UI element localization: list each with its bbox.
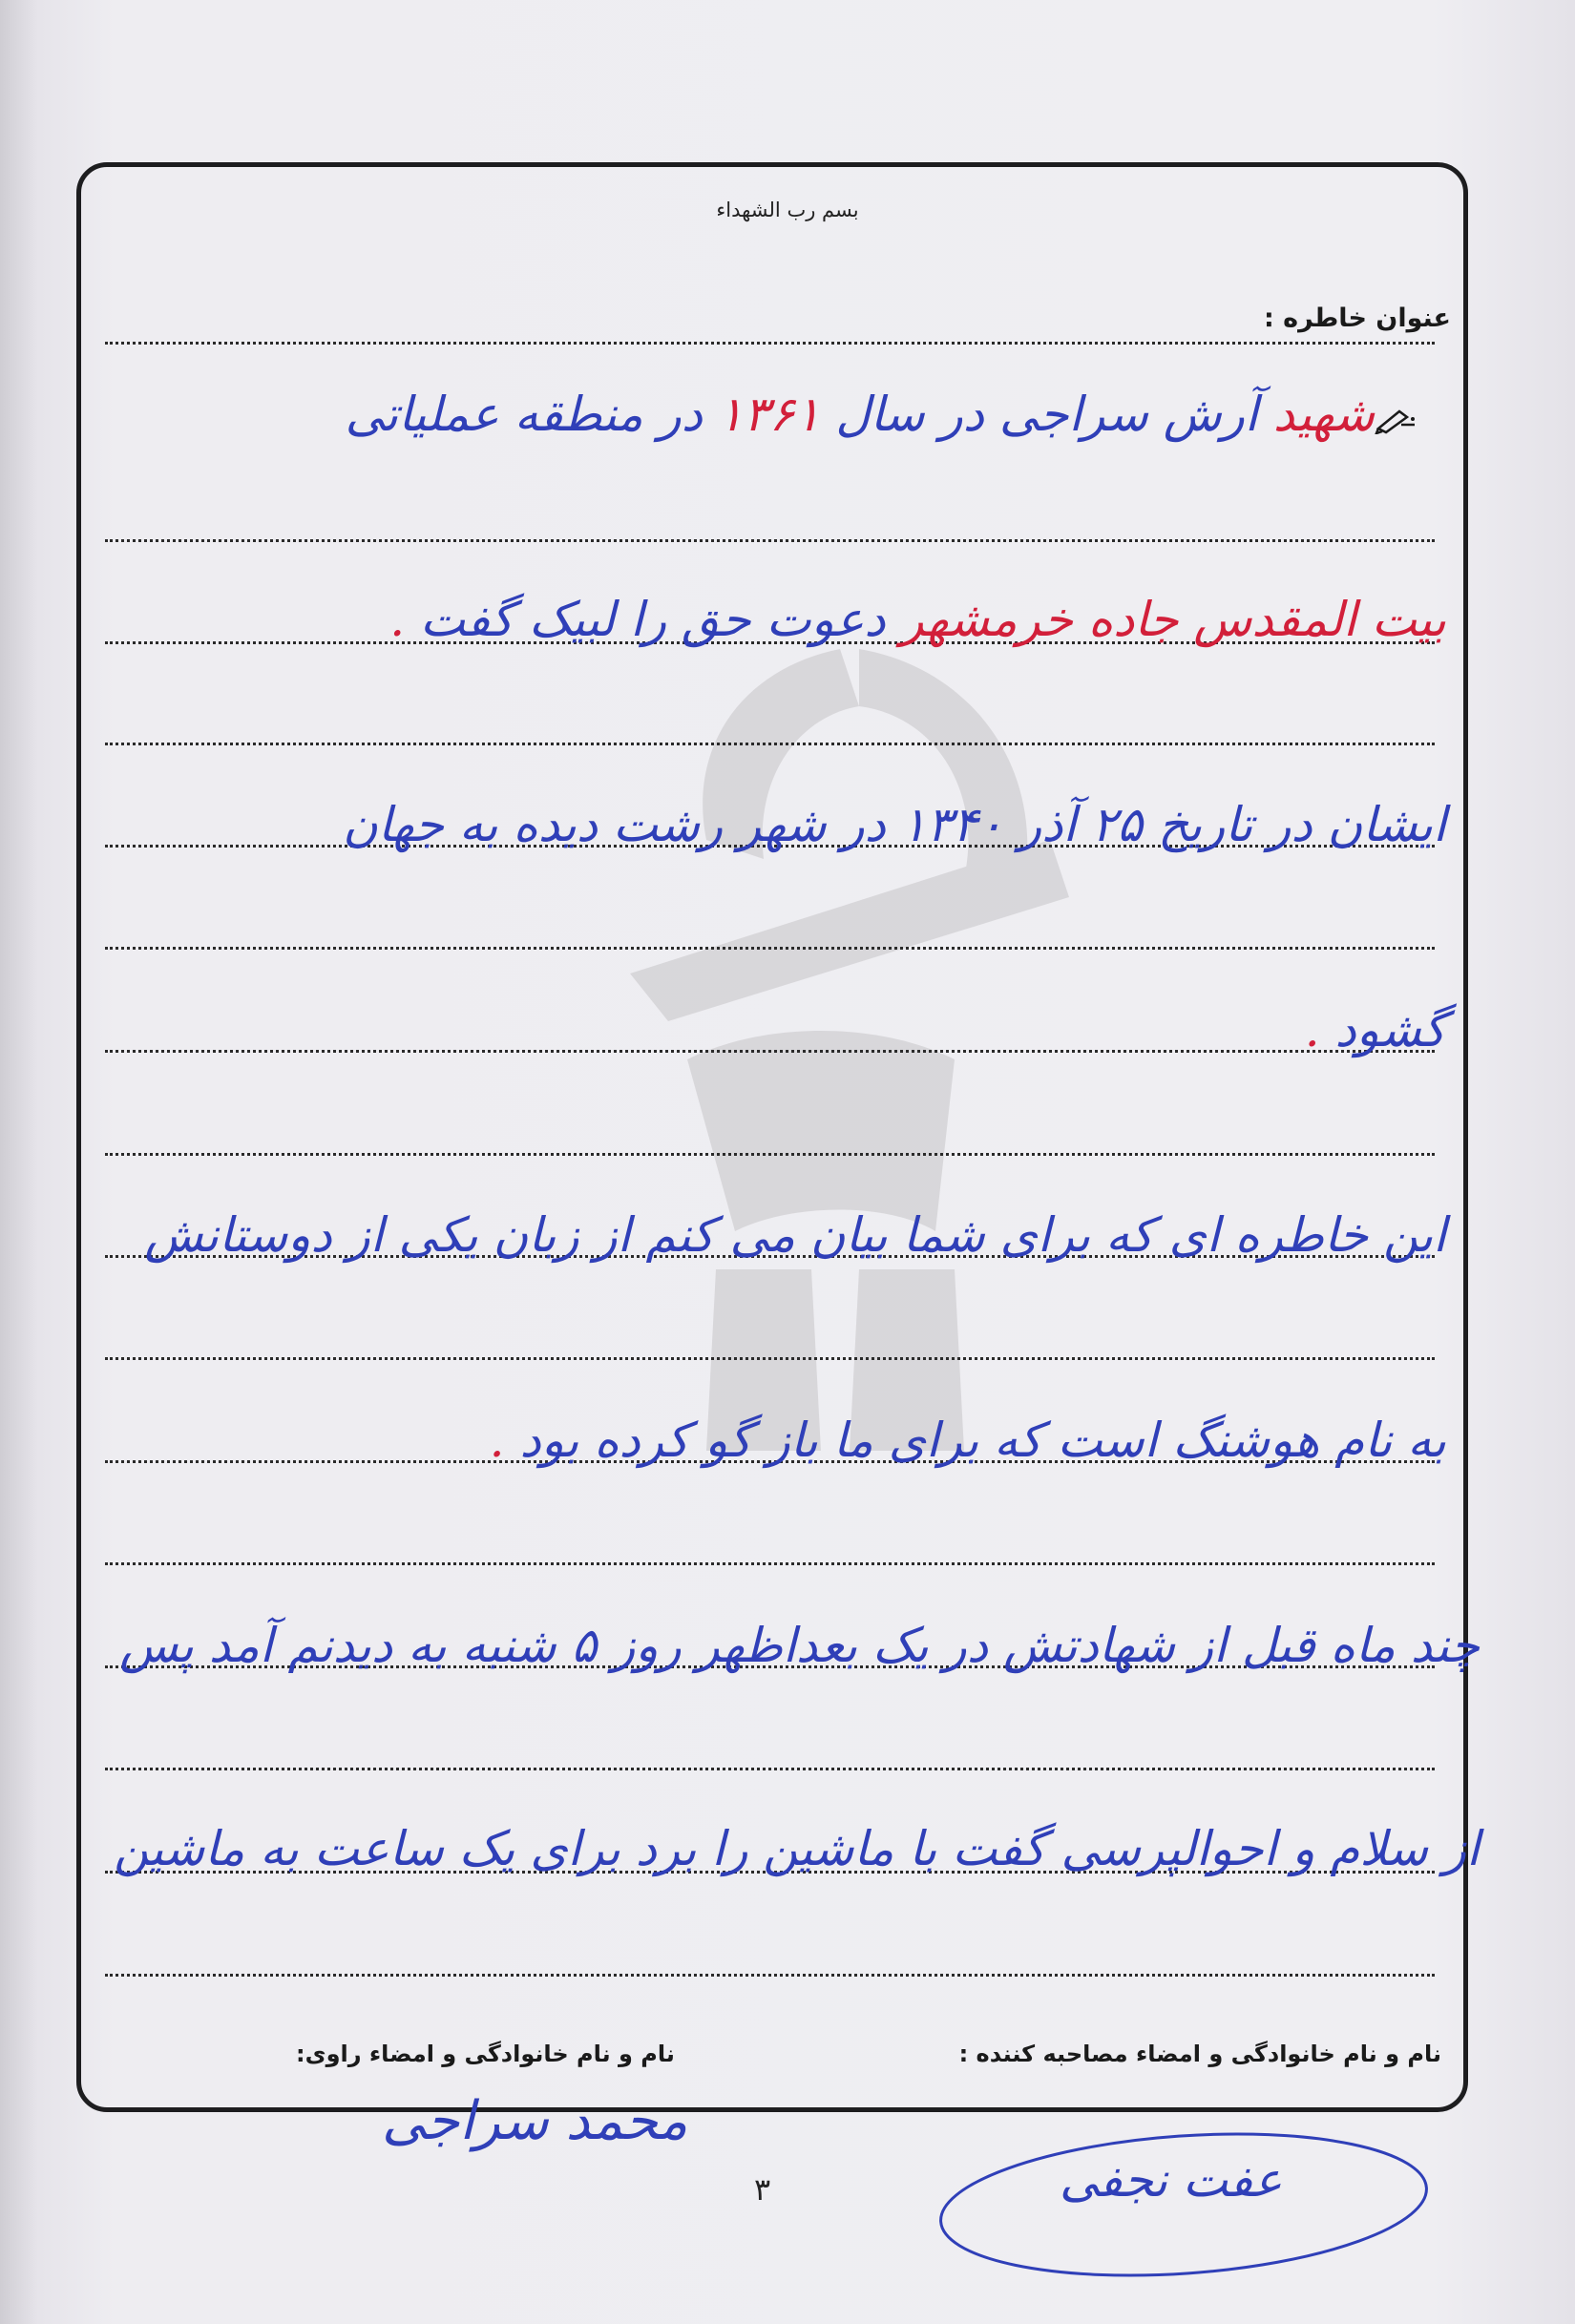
- memoir-text-segment: این خاطره ای که برای شما بیان می کنم از زبان یکی از دوستانش: [144, 1207, 1446, 1263]
- ruled-line: [105, 1050, 1435, 1053]
- ruled-line: [105, 1768, 1435, 1770]
- ruled-line: [105, 1974, 1435, 1977]
- ruled-line: [105, 743, 1435, 745]
- narrator-signature-label: نام و نام خانوادگی و امضاء راوی:: [296, 2041, 675, 2067]
- memoir-text-segment: چند ماه قبل از شهادتش در یک بعداظهر روز ۵ شنبه به دیدنم آمد پس: [119, 1618, 1480, 1673]
- memoir-text-segment: .: [1304, 1002, 1335, 1057]
- ruled-line: [105, 947, 1435, 950]
- ruled-line: [105, 1562, 1435, 1565]
- memoir-text-segment: .: [489, 1413, 520, 1468]
- interviewer-signature-label: نام و نام خانوادگی و امضاء مصاحبه کننده :: [958, 2041, 1441, 2067]
- memoir-line: [119, 1618, 1480, 1673]
- memoir-line: [343, 797, 1446, 852]
- ruled-line: [105, 1153, 1435, 1156]
- memoir-text-segment: بیت المقدس جاده خرمشهر: [900, 592, 1446, 647]
- memoir-text-segment: از سلام و احوالپرسی گفت با ماشین را برد برای یک ساعت به ماشین: [114, 1821, 1480, 1876]
- memoir-text-segment: شهید: [1272, 387, 1375, 442]
- page-frame: [76, 162, 1468, 2112]
- interviewer-signature: عفت نجفی: [1060, 2152, 1283, 2208]
- ruled-line: [105, 1357, 1435, 1360]
- memoir-line: [346, 387, 1375, 442]
- pen-icon: [1375, 406, 1417, 434]
- memoir-line: [389, 592, 1446, 647]
- page-header-title: بسم رب الشهداء: [716, 199, 859, 221]
- memoir-text-segment: آرش سراجی در سال: [820, 387, 1273, 442]
- memoir-line: [114, 1821, 1480, 1876]
- memoir-text-segment: .: [389, 592, 421, 647]
- narrator-signature: محمد سراجی: [382, 2090, 688, 2152]
- page-number: ۳: [754, 2171, 771, 2208]
- memoir-text-segment: به نام هوشنگ است که برای ما باز گو کرده بود: [519, 1413, 1446, 1468]
- memoir-text-segment: دعوت حق را لبیک گفت: [420, 592, 901, 647]
- memoir-line: [144, 1207, 1446, 1263]
- memoir-text-segment: ایشان در تاریخ ۲۵ آذر ۱۳۴۰ در شهر رشت دیده به جهان: [343, 797, 1446, 852]
- subject-label: عنوان خاطره :: [1263, 304, 1451, 333]
- memoir-text-segment: ۱۳۶۱: [717, 387, 821, 442]
- memoir-text-segment: در منطقه عملیاتی: [345, 387, 718, 442]
- memoir-line: [490, 1413, 1446, 1468]
- ruled-line: [105, 539, 1435, 542]
- ruled-line: [105, 342, 1435, 345]
- memoir-text-segment: گشود: [1334, 1002, 1446, 1057]
- memoir-line: [1305, 1002, 1446, 1057]
